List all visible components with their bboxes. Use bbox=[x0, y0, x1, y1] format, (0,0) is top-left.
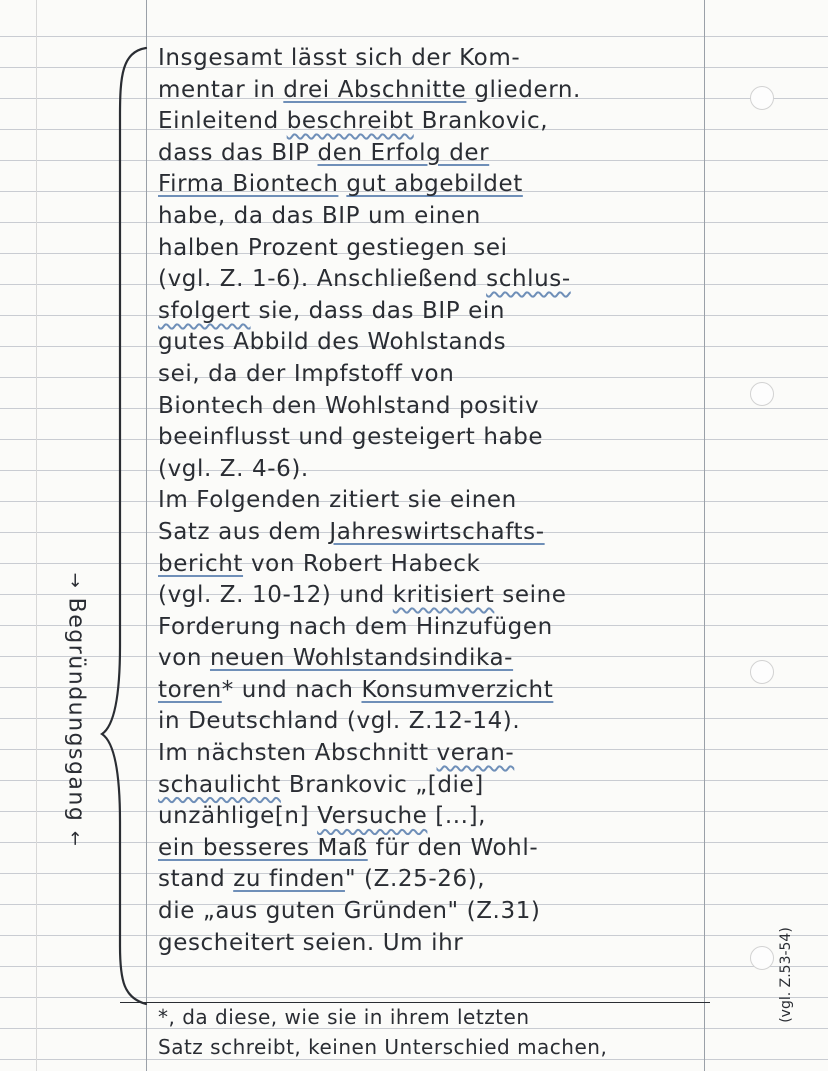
text-run: Satz schreibt, keinen Unterschied machen, bbox=[158, 1035, 608, 1059]
text-run: sei, da der Impfstoff von bbox=[158, 360, 455, 387]
text-line bbox=[158, 517, 718, 549]
wavy-underlined-phrase: schlus- bbox=[486, 266, 571, 293]
punch-hole bbox=[750, 86, 774, 110]
text-line bbox=[158, 896, 718, 928]
wavy-underlined-phrase: schaulicht bbox=[158, 771, 281, 798]
punch-hole bbox=[750, 660, 774, 684]
text-run: dass das BIP bbox=[158, 139, 318, 166]
underlined-phrase: neuen Wohlstandsindika- bbox=[209, 645, 514, 672]
side-margin-label bbox=[64, 573, 89, 848]
text-line bbox=[158, 833, 718, 865]
text-line bbox=[158, 75, 718, 107]
text-run: Satz aus dem bbox=[158, 518, 330, 545]
text-run: beeinflusst und gesteigert habe bbox=[158, 424, 544, 451]
text-run: (vgl. Z. 1-6). Anschließend bbox=[158, 266, 487, 293]
underlined-phrase: bericht bbox=[158, 550, 244, 577]
text-line bbox=[158, 43, 718, 75]
underlined-phrase: zu finden bbox=[233, 866, 345, 893]
text-run: habe, da das BIP um einen bbox=[158, 202, 481, 229]
text-run: sie, dass das BIP ein bbox=[250, 297, 506, 324]
underlined-phrase: ein besseres Maß bbox=[158, 834, 368, 861]
page-edge-line bbox=[36, 0, 37, 1071]
text-run: Brankovic, bbox=[413, 108, 549, 135]
text-line bbox=[158, 391, 718, 423]
text-line bbox=[158, 296, 718, 328]
text-line bbox=[158, 549, 718, 581]
text-line bbox=[158, 201, 718, 233]
text-run: von Robert Habeck bbox=[243, 550, 481, 577]
wavy-underlined-phrase: beschreibt bbox=[286, 108, 414, 135]
footnote-line bbox=[158, 1002, 798, 1032]
text-line bbox=[158, 454, 718, 486]
punch-hole bbox=[750, 382, 774, 406]
text-run: * und nach bbox=[221, 676, 362, 703]
text-line bbox=[158, 485, 718, 517]
text-line bbox=[158, 612, 718, 644]
text-run: Einleitend bbox=[158, 108, 287, 135]
underlined-phrase: drei Abschnitte bbox=[283, 76, 467, 103]
text-run: (vgl. Z. 4-6). bbox=[158, 455, 309, 482]
text-line bbox=[158, 580, 718, 612]
text-run: [...], bbox=[427, 803, 487, 830]
text-run: gescheitert seien. Um ihr bbox=[158, 929, 464, 956]
text-line bbox=[158, 864, 718, 896]
margin-reference: (vgl. Z.53-54) bbox=[778, 927, 794, 1023]
handwritten-text bbox=[158, 43, 718, 959]
text-line bbox=[158, 675, 718, 707]
footnote-line bbox=[158, 1032, 798, 1062]
text-line bbox=[158, 169, 718, 201]
text-run: in Deutschland (vgl. Z.12-14). bbox=[158, 708, 521, 735]
underlined-phrase: Jahreswirtschafts- bbox=[329, 518, 545, 545]
text-run: unzählige[n] bbox=[158, 803, 318, 830]
underlined-phrase: gut abgebildet bbox=[346, 171, 523, 198]
text-line bbox=[158, 327, 718, 359]
text-line bbox=[158, 643, 718, 675]
text-run: Biontech den Wohlstand positiv bbox=[158, 392, 540, 419]
text-line bbox=[158, 359, 718, 391]
text-line bbox=[158, 738, 718, 770]
text-line bbox=[158, 106, 718, 138]
text-run: (vgl. Z. 10-12) und bbox=[158, 582, 393, 609]
text-line bbox=[158, 422, 718, 454]
underlined-phrase: Firma Biontech bbox=[158, 171, 339, 198]
curly-brace bbox=[98, 46, 158, 1006]
text-run: stand bbox=[158, 866, 234, 893]
text-run: Brankovic „[die] bbox=[280, 771, 484, 798]
text-line bbox=[158, 264, 718, 296]
text-line bbox=[158, 138, 718, 170]
text-run: seine bbox=[494, 582, 567, 609]
text-run: von bbox=[158, 645, 210, 672]
arrow-icon: ← bbox=[64, 830, 86, 848]
text-run: gutes Abbild des Wohlstands bbox=[158, 329, 507, 356]
underlined-phrase: toren bbox=[158, 676, 222, 703]
text-run: Im nächsten Abschnitt bbox=[158, 740, 437, 767]
wavy-underlined-phrase: kritisiert bbox=[392, 582, 495, 609]
wavy-underlined-phrase: Versuche bbox=[317, 803, 428, 830]
text-run: *, da diese, wie sie in ihrem letzten bbox=[158, 1005, 530, 1029]
text-run: Insgesamt lässt sich der Kom- bbox=[158, 45, 521, 71]
text-run: halben Prozent gestiegen sei bbox=[158, 234, 508, 261]
text-line bbox=[158, 706, 718, 738]
wavy-underlined-phrase: veran- bbox=[436, 740, 515, 767]
text-line bbox=[158, 928, 718, 960]
text-run: mentar in bbox=[158, 76, 284, 103]
underlined-phrase: Konsumverzicht bbox=[361, 676, 554, 703]
text-run: Forderung nach dem Hinzufügen bbox=[158, 613, 553, 640]
text-run: die „aus guten Gründen" (Z.31) bbox=[158, 898, 541, 925]
underlined-phrase: den Erfolg der bbox=[317, 139, 490, 166]
text-run: gliedern. bbox=[466, 76, 581, 103]
text-run: für den Wohl- bbox=[367, 834, 539, 861]
text-run: Im Folgenden zitiert sie einen bbox=[158, 487, 517, 514]
text-line bbox=[158, 770, 718, 802]
arrow-icon: → bbox=[64, 572, 86, 590]
wavy-underlined-phrase: sfolgert bbox=[158, 297, 251, 324]
punch-hole bbox=[750, 946, 774, 970]
text-line bbox=[158, 801, 718, 833]
footnote bbox=[158, 1002, 798, 1062]
side-label-text: Begründungsgang bbox=[63, 597, 89, 823]
text-run: " (Z.25-26), bbox=[344, 866, 486, 893]
text-line bbox=[158, 233, 718, 265]
